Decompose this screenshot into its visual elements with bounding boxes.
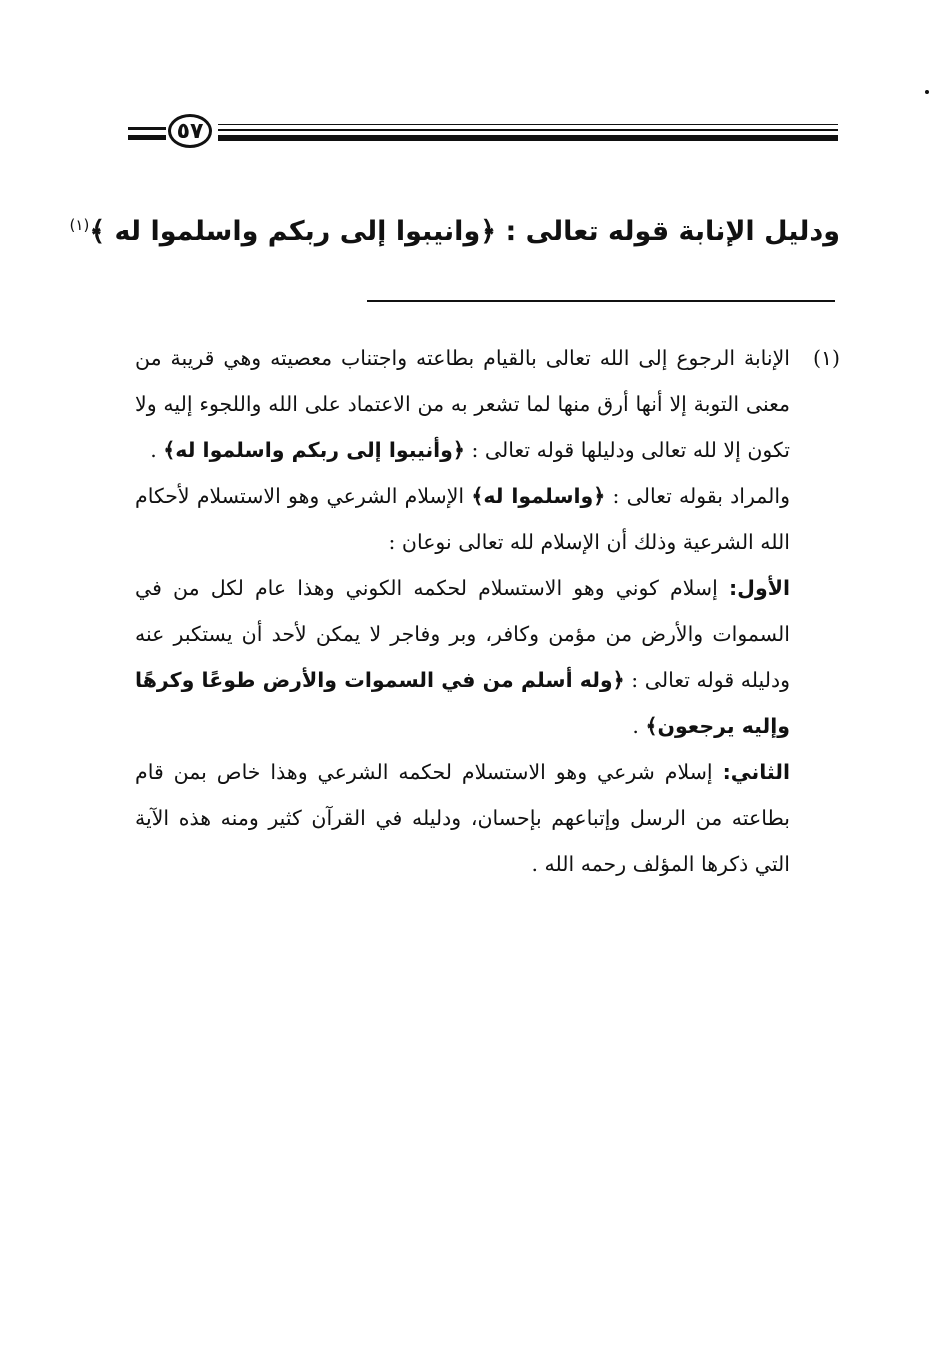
paragraph-text: والمراد بقوله تعالى : <box>612 484 790 508</box>
footnote-separator <box>367 300 835 302</box>
paragraph-text: الإسلام الشرعي وهو الاستسلام لأحكام الله الشرعية وذلك أن الإسلام لله تعالى نوعان : <box>135 484 790 554</box>
footnote-paragraph <box>135 335 790 473</box>
main-text <box>69 203 840 254</box>
quran-quote: ﴿واسلموا له﴾ <box>471 484 606 508</box>
quran-quote: ﴿وله أسلم من في السموات والأرض طوعًا وكرهًا وإليه يرجعون﴾ <box>135 668 790 738</box>
paragraph-end: . <box>632 714 639 738</box>
header-rule <box>218 129 838 131</box>
paragraph-text: إسلام كوني وهو الاستسلام لحكمه الكوني وهذا عام لكل من في السموات والأرض من مؤمن وكافر، وبر وفاجر لا يمكن لأحد أن يستكبر عنه ودليله قوله تعالى : <box>135 576 790 692</box>
header-rule <box>218 135 838 141</box>
footnote-body <box>135 335 790 887</box>
paragraph-heading: الأول: <box>728 576 790 600</box>
footnote-marker: (١) <box>812 346 840 370</box>
footnote-paragraph <box>135 749 790 887</box>
margin-dot <box>925 90 929 94</box>
paragraph-text: إسلام شرعي وهو الاستسلام لحكمه الشرعي وهذا خاص بمن قام بطاعته من الرسل وإتباعهم بإحسان، ودليله في القرآن كثير ومنه هذه الآية التي ذكرها المؤلف رحمه الله . <box>135 760 790 876</box>
footnote-ref: (١) <box>69 216 90 234</box>
header-rule <box>128 135 166 140</box>
page-header <box>128 112 838 160</box>
footnote <box>135 335 840 887</box>
header-rule <box>218 124 838 125</box>
main-lead: ودليل الإنابة قوله تعالى : <box>505 216 840 247</box>
main-quote: ﴿وانيبوا إلى ربكم واسلموا له ﴾ <box>89 216 497 247</box>
footnote-paragraph <box>135 473 790 565</box>
header-rule <box>128 127 166 130</box>
paragraph-text: الإنابة الرجوع إلى الله تعالى بالقيام بطاعته واجتناب معصيته وهي قريبة من معنى التوبة إلا أنها أرق منها لما تشعر به من الاعتماد على الله واللجوء إليه ولا تكون إلا لله تعالى ودليلها قوله تعالى : <box>135 346 790 462</box>
paragraph-end: . <box>150 438 157 462</box>
footnote-paragraph <box>135 565 790 749</box>
quran-quote: ﴿وأنيبوا إلى ربكم واسلموا له﴾ <box>163 438 465 462</box>
page-number: ٥٧ <box>168 114 212 148</box>
paragraph-heading: الثاني: <box>722 760 790 784</box>
